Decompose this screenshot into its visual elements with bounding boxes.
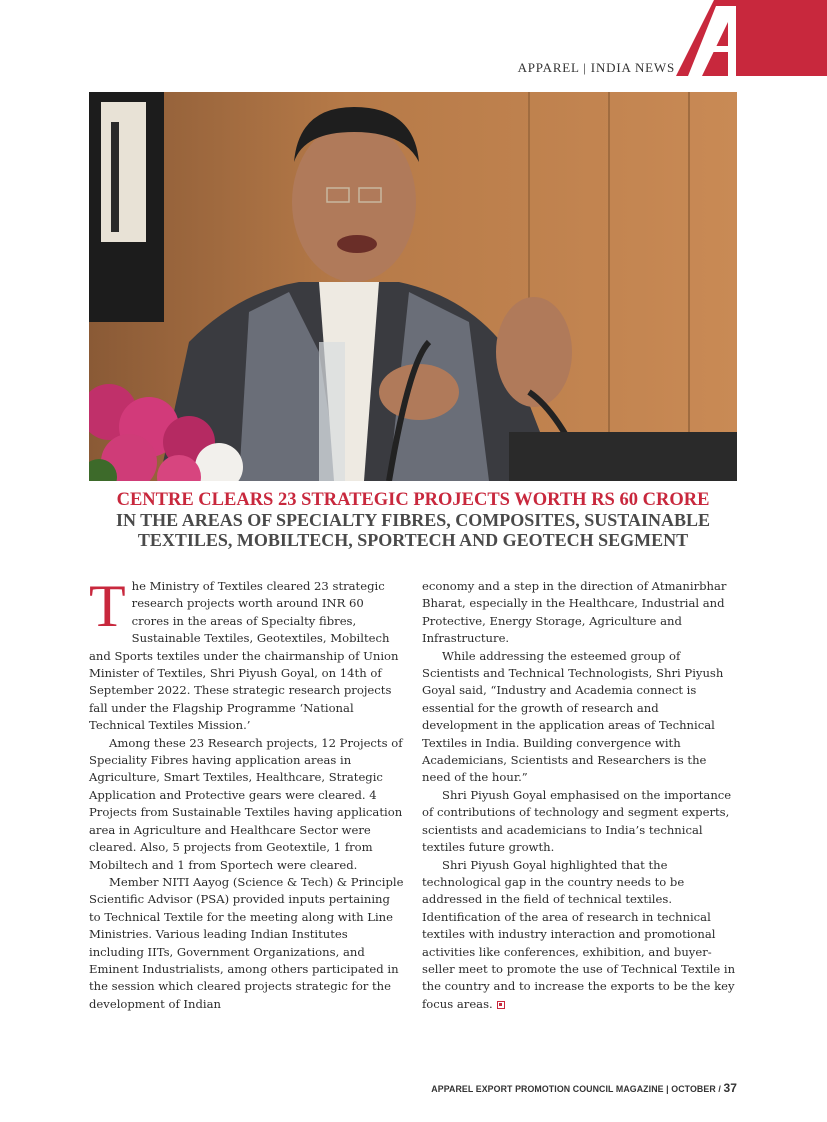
paragraph-5: While addressing the esteemed group of Scientists and Technical Technologists, Shri Piyush Goyal said, “Industry and Academia connect is essential for the growth of research and development in the application areas of Technical Textiles in India. Building convergence with Academicians, Scientists and Researchers is the need of the hour.” <box>422 648 724 785</box>
headline-sub-line-1: IN THE AREAS OF SPECIALTY FIBRES, COMPOSITES, SUSTAINABLE <box>116 510 710 530</box>
paragraph-2: Among these 23 Research projects, 12 Projects of Speciality Fibres having application areas in Agriculture, Smart Textiles, Healthcare, Strategic Application and Protective gears were cleared. 4 Projects from Sustainable Textiles having application area in Agriculture and Healthcare Sector were cleared. Also, 5 projects from Geotextile, 1 from Mobiltech and 1 from Sportech were cleared. <box>89 735 403 872</box>
article-photo <box>89 92 737 481</box>
article-column-left <box>89 573 404 1013</box>
drop-cap: T <box>89 573 126 639</box>
article-column-right <box>422 578 737 1013</box>
paragraph-1: The Ministry of Textiles cleared 23 strategic research projects worth around INR 60 crores in the areas of Specialty fibres, Sustainable Textiles, Geotextiles, Mobiltech and Sports textiles under the chairmanship of Union Minister of Textiles, Shri Piyush Goyal, on 14th of September 2022. These strategic research projects fall under the Flagship Programme ‘National Technical Textiles Mission.’ <box>89 573 399 733</box>
magazine-logo <box>676 0 827 76</box>
paragraph-3: Member NITI Aayog (Science & Tech) & Principle Scientific Advisor (PSA) provided inputs pertaining to Technical Textile for the meeting along with Line Ministries. Various leading Indian Institutes including IITs, Government Organizations, and Eminent Industrialists, among others participated in the session which cleared projects strategic for the development of Indian <box>89 874 404 1011</box>
headline <box>89 490 737 550</box>
headline-sub-line-2: TEXTILES, MOBILTECH, SPORTECH AND GEOTECH SEGMENT <box>137 530 689 550</box>
end-of-article-icon <box>497 1001 505 1009</box>
section-label: APPAREL | INDIA NEWS <box>517 60 675 75</box>
paragraph-6: Shri Piyush Goyal emphasised on the importance of contributions of technology and segment experts, scientists and academicians to India’s technical textiles future growth. <box>422 787 732 855</box>
paragraph-7: Shri Piyush Goyal highlighted that the technological gap in the country needs to be addressed in the field of technical textiles. Identification of the area of research in technical textiles with industry interaction and promotional activities like conferences, exhibition, and buyer-seller meet to promote the use of Technical Textile in the country and to increase the exports to be the key focus areas. <box>422 857 736 1011</box>
page-footer <box>431 1081 737 1095</box>
headline-main: CENTRE CLEARS 23 STRATEGIC PROJECTS WORTH RS 60 CRORE <box>116 490 710 510</box>
footer-magazine-name: APPAREL EXPORT PROMOTION COUNCIL MAGAZINE | OCTOBER / <box>431 1084 721 1094</box>
page-number: 37 <box>723 1081 737 1095</box>
paragraph-4: economy and a step in the direction of Atmanirbhar Bharat, especially in the Healthcare, Industrial and Protective, Energy Storage, Agriculture and Infrastructure. <box>422 579 727 646</box>
